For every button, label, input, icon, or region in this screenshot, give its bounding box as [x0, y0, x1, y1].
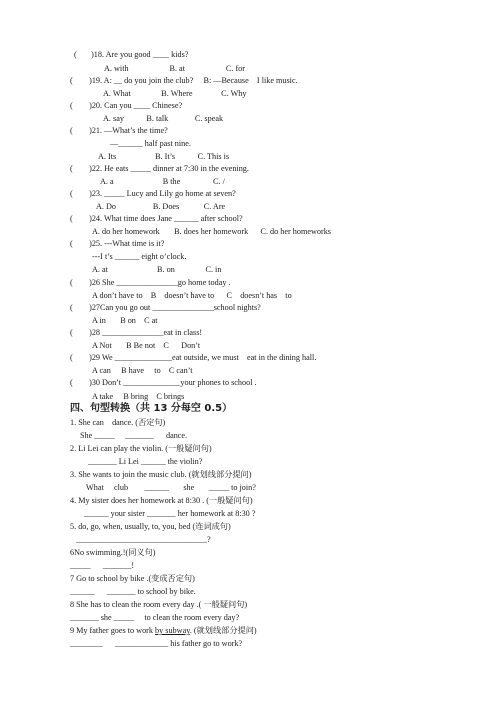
q30-text: ( )30 Don’t ______________your phones to school . — [70, 378, 257, 387]
t6-answer: _____ _______! — [70, 561, 135, 570]
q20-options: A. say B. talk C. speak — [103, 114, 224, 123]
t2-answer: _______ Li Lei ______ the violin? — [88, 457, 203, 466]
t4-answer: ______ your sister _______ her homework at 8:30 ? — [84, 509, 256, 518]
q29-text: ( )29 We ______________eat outside, we must eat in the dining hall. — [70, 353, 317, 362]
section-title: 四、句型转换（共 13 分每空 0.5） — [70, 403, 233, 414]
t3-question: 3. She wants to join the music club. (就划线部分提问) — [70, 470, 252, 479]
q25-subline: ---I t’s ______ eight o’clock. — [92, 252, 187, 261]
q18-paren-open: ( — [74, 50, 77, 59]
q18-paren-close: ) — [91, 50, 94, 59]
q25-text: ( )25. ---What time is it? — [70, 239, 165, 248]
q22-text: ( )22. He eats _____ dinner at 7:30 in the evening. — [70, 164, 249, 173]
t8-answer: _______ she _____ to clean the room every day? — [70, 613, 240, 622]
t9-question-post: . (就划线部分提问) — [189, 626, 257, 635]
t7-answer: ______ _______ to school by bike. — [70, 587, 196, 596]
q18-text: 18. Are you good ____ kids? — [93, 50, 189, 59]
t5-answer: ________________________________? — [76, 535, 211, 544]
q25-options: A. at B. on C. in — [92, 265, 222, 274]
q18-line — [74, 50, 188, 60]
q24-options: A. do her homework B. does her homework C. do her homeworks — [92, 227, 331, 236]
q26-text: ( )26 She _______________go home today . — [70, 278, 231, 287]
q23-options: A. Do B. Does C. Are — [96, 202, 226, 211]
q21-subline: —______ half past nine. — [110, 139, 191, 148]
q22-options: A. a B the C. / — [100, 177, 225, 186]
t5-question: 5. do, go, when, usually, to, you, bed (连词成句) — [70, 522, 231, 531]
t9-question-pre: 9 My father goes to work — [70, 626, 156, 635]
t2-question: 2. Li Lei can play the violin. (一般疑问句) — [70, 444, 212, 453]
t9-question — [70, 626, 257, 636]
t6-question: 6No swimming.!(同义句) — [70, 548, 156, 557]
t8-question: 8 She has to clean the room every day .( 一般疑问句) — [70, 600, 248, 609]
q26-options: A don’t have to B doesn’t have to C doesn’t has to — [92, 291, 292, 300]
t9-answer: ________ _____________ his father go to work? — [70, 639, 243, 648]
q19-options: A. What B. Where C. Why — [103, 89, 247, 98]
q18-options: A. with B. at C. for — [104, 64, 246, 73]
t1-question: 1. She can dance. (否定句) — [70, 418, 166, 427]
q29-options: A can B have to C can’t — [92, 366, 193, 375]
t1-answer: She _____ _______ dance. — [80, 431, 188, 440]
q28-text: ( )28 _______________eat in class! — [70, 328, 203, 337]
q30-options: A take B bring C brings — [92, 392, 185, 401]
t4-question: 4. My sister does her homework at 8:30 . (一般疑问句) — [70, 496, 253, 505]
t7-question: 7 Go to school by bike .(变成否定句) — [70, 574, 195, 583]
q20-text: ( )20. Can you ____ Chinese? — [70, 101, 183, 110]
q19-text: ( )19. A: __ do you join the club? B: —Because I like music. — [70, 76, 298, 85]
q23-text: ( )23. _____ Lucy and Lily go home at seven? — [70, 189, 236, 198]
q27-text: ( )27Can you go out _______________school nights? — [70, 303, 261, 312]
t3-answer: What club ______ she _____ to join? — [86, 483, 256, 492]
t9-underlined-phrase: by subway — [155, 626, 190, 635]
q28-options: A Not B Be not C Don’t — [92, 341, 201, 350]
q24-text: ( )24. What time does Jane ______ after school? — [70, 214, 243, 223]
q27-options: A in B on C at — [92, 316, 158, 325]
q21-text: ( )21. —What’s the time? — [70, 126, 168, 135]
q21-options: A. Its B. It’s C. This is — [98, 152, 230, 161]
